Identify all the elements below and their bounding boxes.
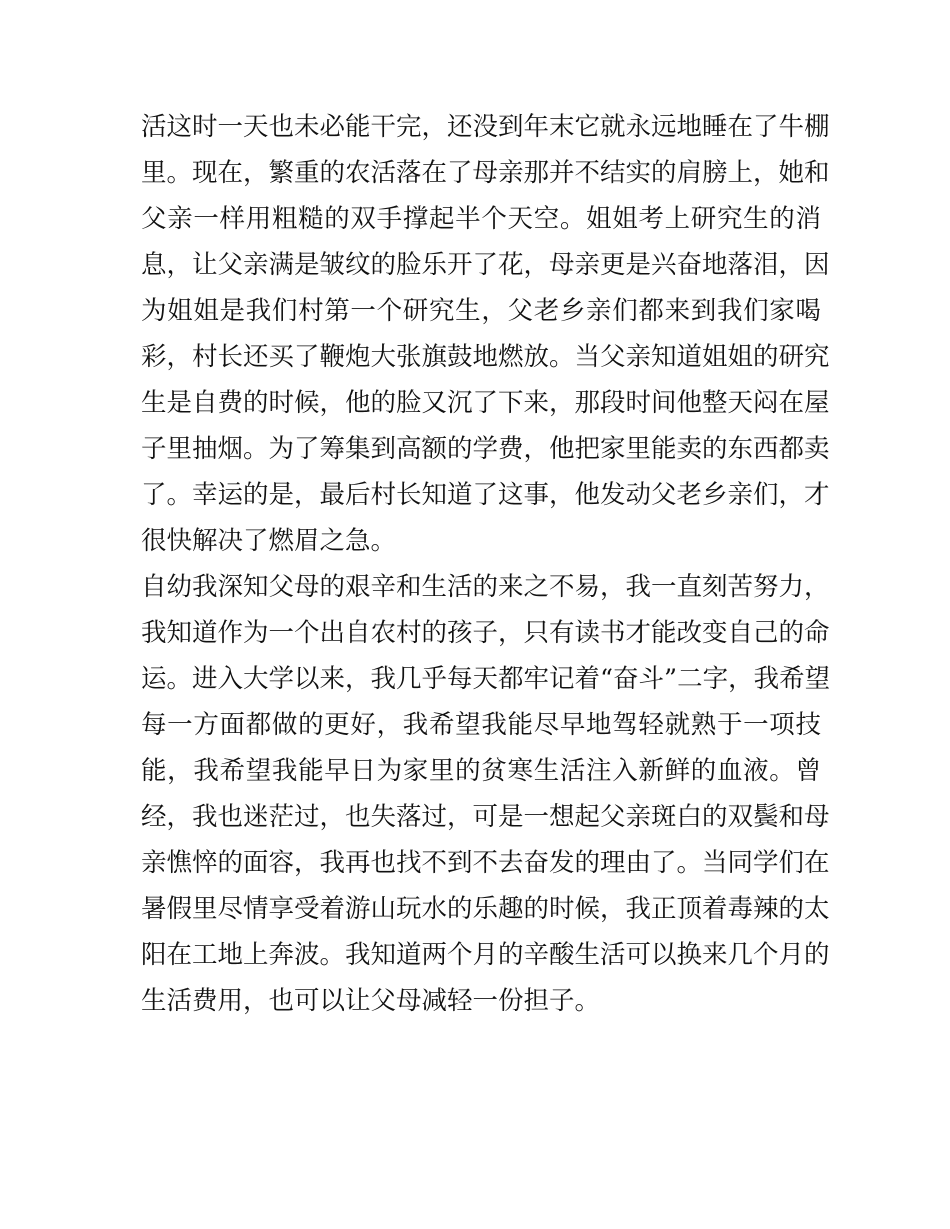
paragraph-line-last: 生活费用，也可以让父母减轻一份担子。 [141,986,601,1016]
paragraph-line: 了。幸运的是，最后村长知道了这事，他发动父老乡亲们，才 [141,480,830,510]
paragraph-line: 我知道作为一个出自农村的孩子，只有读书才能改变自己的命 [141,618,830,648]
paragraph-line: 息，让父亲满是皱纹的脸乐开了花，母亲更是兴奋地落泪，因 [141,250,830,280]
paragraph-line: 运。进入大学以来，我几乎每天都牢记着“奋斗”二字，我希望 [141,664,831,694]
paragraph-line: 每一方面都做的更好，我希望我能尽早地驾轻就熟于一项技 [141,710,821,740]
paragraph-line: 彩，村长还买了鞭炮大张旗鼓地燃放。当父亲知道姐姐的研究 [141,342,830,372]
paragraph-line-last: 很快解决了燃眉之急。 [141,526,397,556]
paragraph-line: 自幼我深知父母的艰辛和生活的来之不易，我一直刻苦努力， [141,572,830,602]
paragraph-line: 阳在工地上奔波。我知道两个月的辛酸生活可以换来几个月的 [141,940,830,970]
paragraph-line: 暑假里尽情享受着游山玩水的乐趣的时候，我正顶着毒辣的太 [141,894,830,924]
paragraph-line: 为姐姐是我们村第一个研究生，父老乡亲们都来到我们家喝 [141,296,821,326]
paragraph-line: 亲憔悴的面容，我再也找不到不去奋发的理由了。当同学们在 [141,848,830,878]
paragraph-line: 能，我希望我能早日为家里的贫寒生活注入新鲜的血液。曾 [141,756,821,786]
paragraph-line: 活这时一天也未必能干完，还没到年末它就永远地睡在了牛棚 [141,112,830,142]
paragraph-line: 子里抽烟。为了筹集到高额的学费，他把家里能卖的东西都卖 [141,434,830,464]
paragraph-line: 里。现在，繁重的农活落在了母亲那并不结实的肩膀上，她和 [141,158,830,188]
paragraph-line: 经，我也迷茫过，也失落过，可是一想起父亲斑白的双鬓和母 [141,802,830,832]
paragraph-line: 父亲一样用粗糙的双手撑起半个天空。姐姐考上研究生的消 [141,204,821,234]
paragraph-1 [141,104,830,564]
paragraph-2 [141,564,831,1024]
paragraph-line: 生是自费的时候，他的脸又沉了下来，那段时间他整天闷在屋 [141,388,830,418]
